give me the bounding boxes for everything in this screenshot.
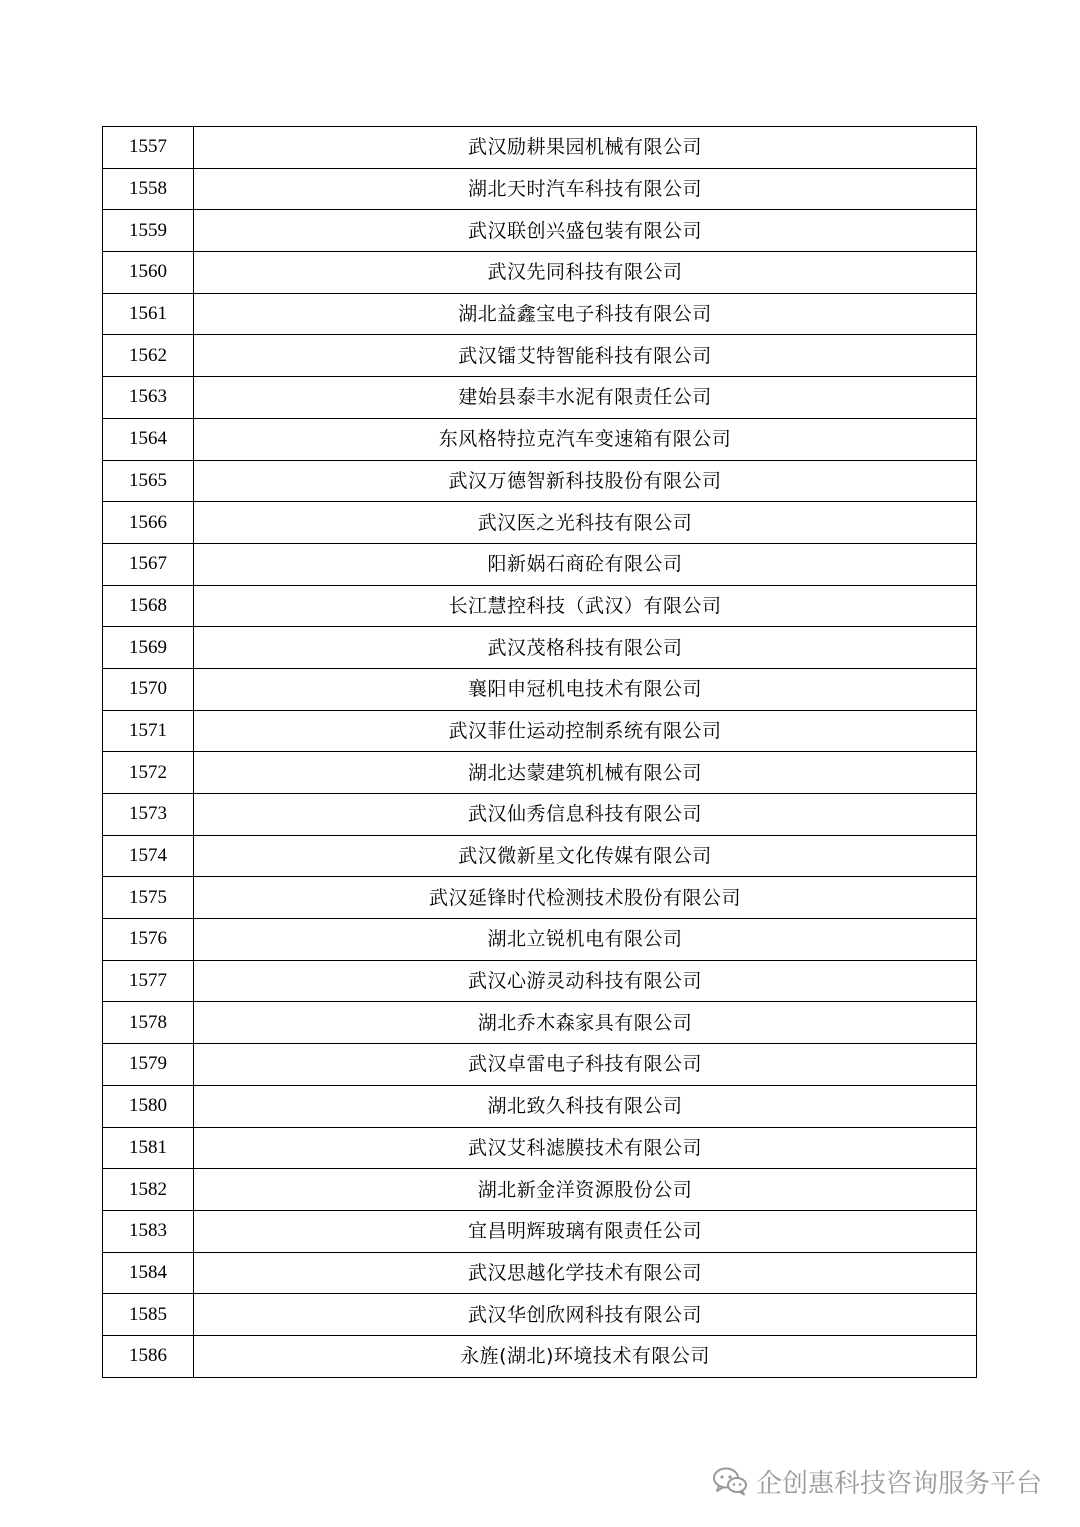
row-number: 1576 xyxy=(103,919,194,961)
row-number: 1581 xyxy=(103,1127,194,1169)
table-row xyxy=(103,1002,977,1044)
row-number: 1577 xyxy=(103,960,194,1002)
table-row xyxy=(103,877,977,919)
table-row xyxy=(103,585,977,627)
row-number: 1578 xyxy=(103,1002,194,1044)
row-number: 1574 xyxy=(103,835,194,877)
row-number: 1582 xyxy=(103,1169,194,1211)
table-row xyxy=(103,418,977,460)
company-name: 湖北立锐机电有限公司 xyxy=(194,919,977,961)
row-number: 1562 xyxy=(103,335,194,377)
table-body xyxy=(103,127,977,1378)
company-name: 宜昌明辉玻璃有限责任公司 xyxy=(194,1210,977,1252)
table-row xyxy=(103,1252,977,1294)
table-row xyxy=(103,168,977,210)
company-name: 武汉心游灵动科技有限公司 xyxy=(194,960,977,1002)
company-name: 湖北致久科技有限公司 xyxy=(194,1085,977,1127)
row-number: 1579 xyxy=(103,1044,194,1086)
row-number: 1563 xyxy=(103,377,194,419)
row-number: 1565 xyxy=(103,460,194,502)
table-row xyxy=(103,752,977,794)
row-number: 1572 xyxy=(103,752,194,794)
company-name: 武汉延锋时代检测技术股份有限公司 xyxy=(194,877,977,919)
table-row xyxy=(103,960,977,1002)
watermark-text: 企创惠科技咨询服务平台 xyxy=(755,1468,1042,1499)
company-name: 武汉卓雷电子科技有限公司 xyxy=(194,1044,977,1086)
table-row xyxy=(103,1169,977,1211)
table-row xyxy=(103,293,977,335)
row-number: 1567 xyxy=(103,543,194,585)
row-number: 1561 xyxy=(103,293,194,335)
row-number: 1571 xyxy=(103,710,194,752)
row-number: 1560 xyxy=(103,252,194,294)
company-name: 襄阳申冠机电技术有限公司 xyxy=(194,668,977,710)
company-name: 阳新娲石商砼有限公司 xyxy=(194,543,977,585)
row-number: 1580 xyxy=(103,1085,194,1127)
table-row xyxy=(103,1127,977,1169)
company-name: 武汉艾科滤膜技术有限公司 xyxy=(194,1127,977,1169)
company-name: 湖北乔木森家具有限公司 xyxy=(194,1002,977,1044)
company-name: 武汉华创欣网科技有限公司 xyxy=(194,1294,977,1336)
row-number: 1558 xyxy=(103,168,194,210)
table-row xyxy=(103,919,977,961)
table-row xyxy=(103,794,977,836)
table-row xyxy=(103,1085,977,1127)
table-row xyxy=(103,543,977,585)
row-number: 1568 xyxy=(103,585,194,627)
table-row xyxy=(103,460,977,502)
company-name: 长江慧控科技（武汉）有限公司 xyxy=(194,585,977,627)
row-number: 1570 xyxy=(103,668,194,710)
company-name: 湖北天时汽车科技有限公司 xyxy=(194,168,977,210)
table-row xyxy=(103,502,977,544)
company-name: 武汉微新星文化传媒有限公司 xyxy=(194,835,977,877)
wechat-icon xyxy=(712,1466,748,1496)
company-list-table xyxy=(102,126,977,1378)
company-name: 湖北新金洋资源股份公司 xyxy=(194,1169,977,1211)
row-number: 1559 xyxy=(103,210,194,252)
table-row xyxy=(103,668,977,710)
company-name: 武汉茂格科技有限公司 xyxy=(194,627,977,669)
row-number: 1583 xyxy=(103,1210,194,1252)
company-name: 武汉思越化学技术有限公司 xyxy=(194,1252,977,1294)
company-name: 武汉联创兴盛包装有限公司 xyxy=(194,210,977,252)
table-row xyxy=(103,252,977,294)
row-number: 1566 xyxy=(103,502,194,544)
table-row xyxy=(103,710,977,752)
table-row xyxy=(103,1335,977,1377)
table-row xyxy=(103,377,977,419)
company-name: 武汉菲仕运动控制系统有限公司 xyxy=(194,710,977,752)
table-row xyxy=(103,1044,977,1086)
row-number: 1564 xyxy=(103,418,194,460)
row-number: 1586 xyxy=(103,1335,194,1377)
company-name: 建始县泰丰水泥有限责任公司 xyxy=(194,377,977,419)
company-name: 武汉先同科技有限公司 xyxy=(194,252,977,294)
company-name: 武汉镭艾特智能科技有限公司 xyxy=(194,335,977,377)
table-row xyxy=(103,1210,977,1252)
company-name: 武汉万德智新科技股份有限公司 xyxy=(194,460,977,502)
row-number: 1557 xyxy=(103,127,194,169)
row-number: 1575 xyxy=(103,877,194,919)
table-row xyxy=(103,335,977,377)
table-row xyxy=(103,627,977,669)
row-number: 1573 xyxy=(103,794,194,836)
table-row xyxy=(103,1294,977,1336)
company-name: 湖北益鑫宝电子科技有限公司 xyxy=(194,293,977,335)
watermark xyxy=(712,1463,1042,1499)
table-row xyxy=(103,210,977,252)
row-number: 1584 xyxy=(103,1252,194,1294)
company-name: 永旌(湖北)环境技术有限公司 xyxy=(194,1335,977,1377)
company-name: 东风格特拉克汽车变速箱有限公司 xyxy=(194,418,977,460)
company-name: 湖北达蒙建筑机械有限公司 xyxy=(194,752,977,794)
company-name: 武汉医之光科技有限公司 xyxy=(194,502,977,544)
table-row xyxy=(103,835,977,877)
row-number: 1569 xyxy=(103,627,194,669)
company-name: 武汉励耕果园机械有限公司 xyxy=(194,127,977,169)
row-number: 1585 xyxy=(103,1294,194,1336)
table-row xyxy=(103,127,977,169)
company-name: 武汉仙秀信息科技有限公司 xyxy=(194,794,977,836)
